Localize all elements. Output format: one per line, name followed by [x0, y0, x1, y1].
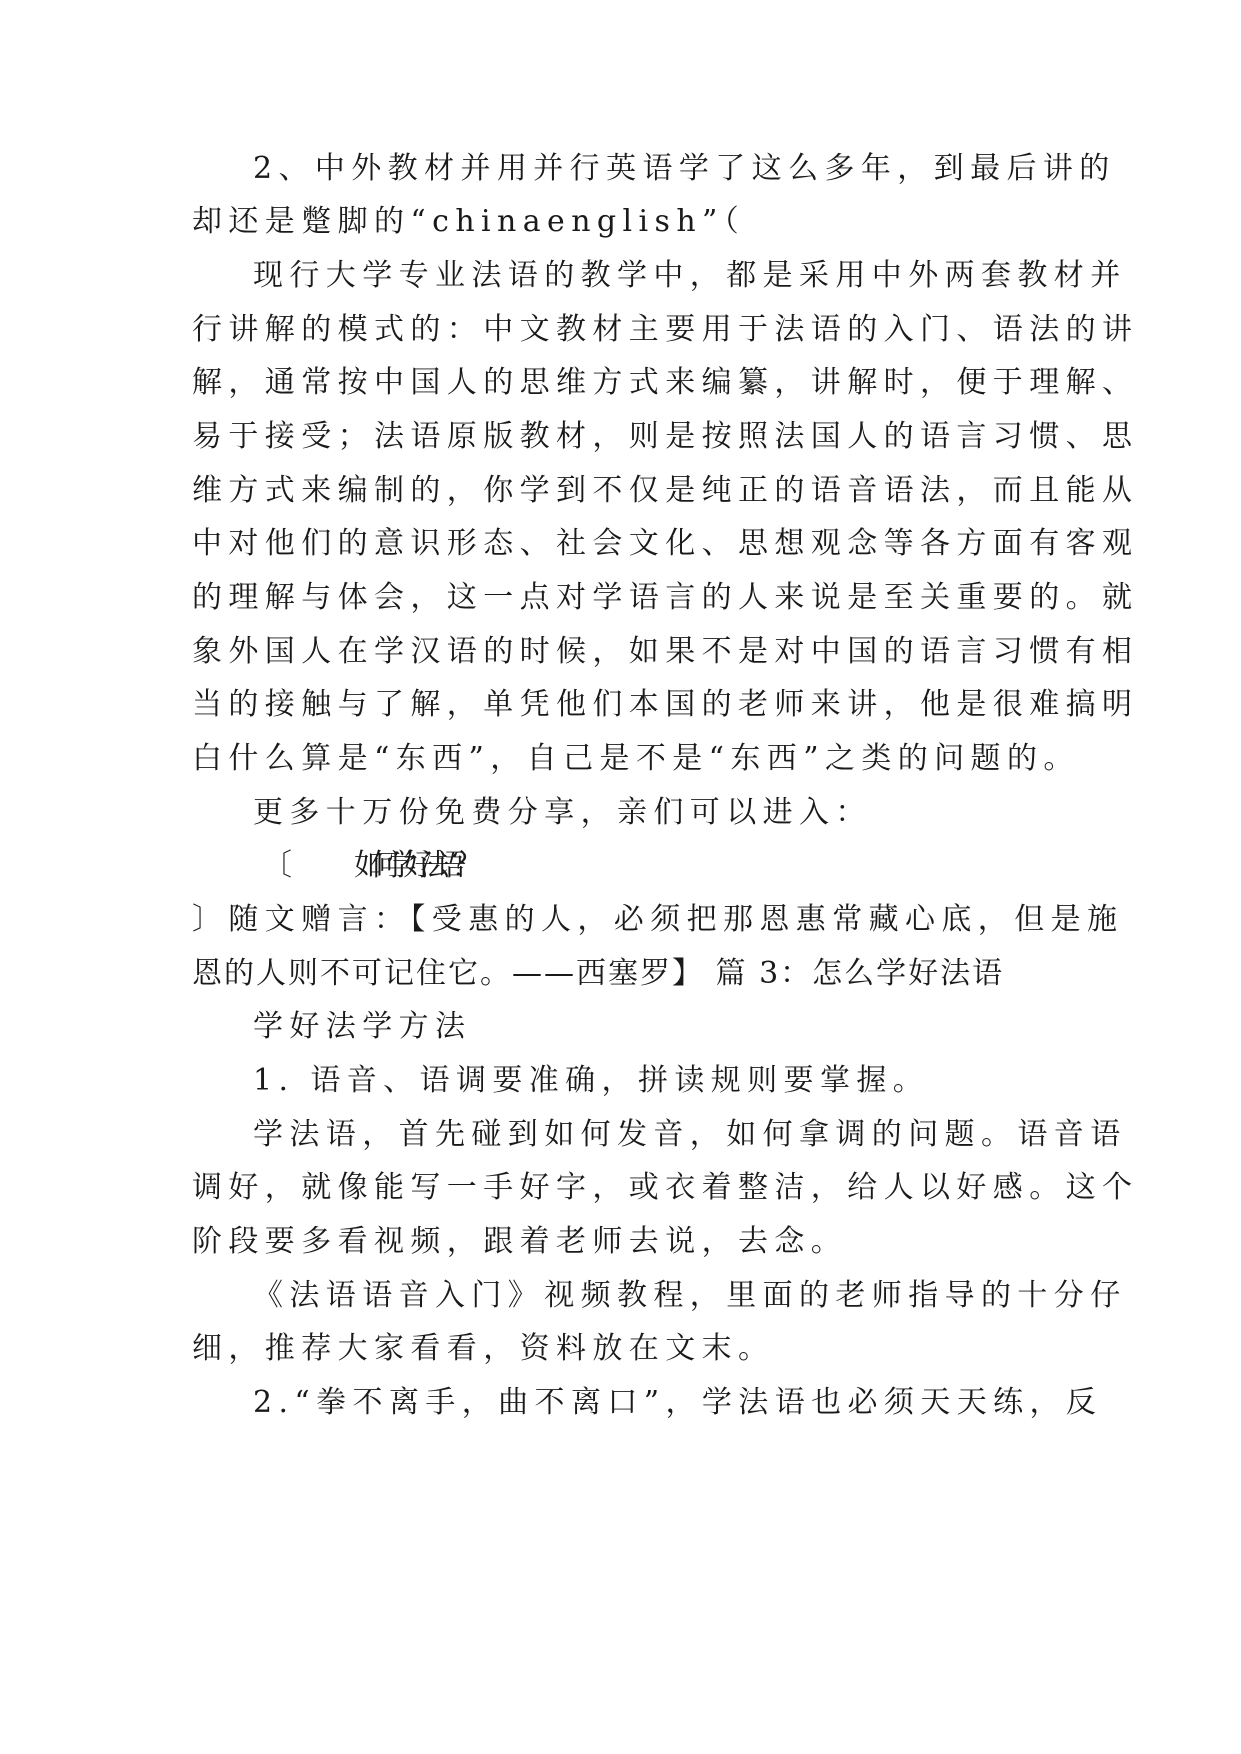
- paragraph-line: 调好，就像能写一手好字，或衣着整洁，给人以好感。这个: [192, 1170, 1139, 1205]
- paragraph-line: 阶段要多看视频，跟着老师去说，去念。: [192, 1224, 848, 1259]
- paragraph-line: 《法语语音入门》视频教程，里面的老师指导的十分仔: [253, 1278, 1127, 1313]
- paragraph-line: 细，推荐大家看看，资料放在文末。: [192, 1331, 775, 1366]
- paragraph-line: 中对他们的意识形态、社会文化、思想观念等各方面有客观: [192, 526, 1139, 561]
- paragraph-line: 现行大学专业法语的教学中，都是采用中外两套教材并: [253, 258, 1127, 293]
- paragraph-line: 恩的人则不可记住它。——西塞罗】 篇 3：怎么学好法语: [192, 956, 1005, 991]
- paragraph-line: 〕随文赠言：【受惠的人，必须把那恩惠常藏心底，但是施: [192, 902, 1124, 937]
- paragraph-line: 2.“拳不离手，曲不离口”，学法语也必须天天练，反: [253, 1385, 1103, 1420]
- paragraph-line: 的理解与体会，这一点对学语言的人来说是至关重要的。就: [192, 580, 1139, 615]
- paragraph-line: 维方式来编制的，你学到不仅是纯正的语音语法，而且能从: [192, 473, 1139, 508]
- section-heading: 学好法学方法: [253, 1009, 472, 1044]
- paragraph-line: 易于接受；法语原版教材，则是按照法国人的语言习惯、思: [192, 419, 1139, 454]
- paragraph-line: 1. 语音、语调要准确，拼读规则要掌握。: [253, 1063, 930, 1098]
- paragraph-line: 如何学好法语？: [354, 848, 469, 883]
- paragraph-line: 更多十万份免费分享，亲们可以进入：: [253, 795, 872, 830]
- paragraph-line: 象外国人在学汉语的时候，如果不是对中国的语言习惯有相: [192, 634, 1139, 669]
- paragraph-line: 解，通常按中国人的思维方式来编纂，讲解时，便于理解、: [192, 365, 1139, 400]
- paragraph-line: 2、中外教材并用并行英语学了这么多年，到最后讲的: [253, 151, 1116, 186]
- paragraph-line: 行讲解的模式的：中文教材主要用于法语的入门、语法的讲: [192, 312, 1139, 347]
- paragraph-line: 却还是蹩脚的“chinaenglish”（: [192, 204, 746, 239]
- paragraph-line: 当的接触与了解，单凭他们本国的老师来讲，他是很难搞明: [192, 687, 1139, 722]
- paragraph-line: 白什么算是“东西”，自己是不是“东西”之类的问题的。: [192, 741, 1080, 776]
- paragraph-line: 学法语，首先碰到如何发音，如何拿调的问题。语音语: [253, 1117, 1127, 1152]
- bracket-open: 〔: [262, 848, 299, 883]
